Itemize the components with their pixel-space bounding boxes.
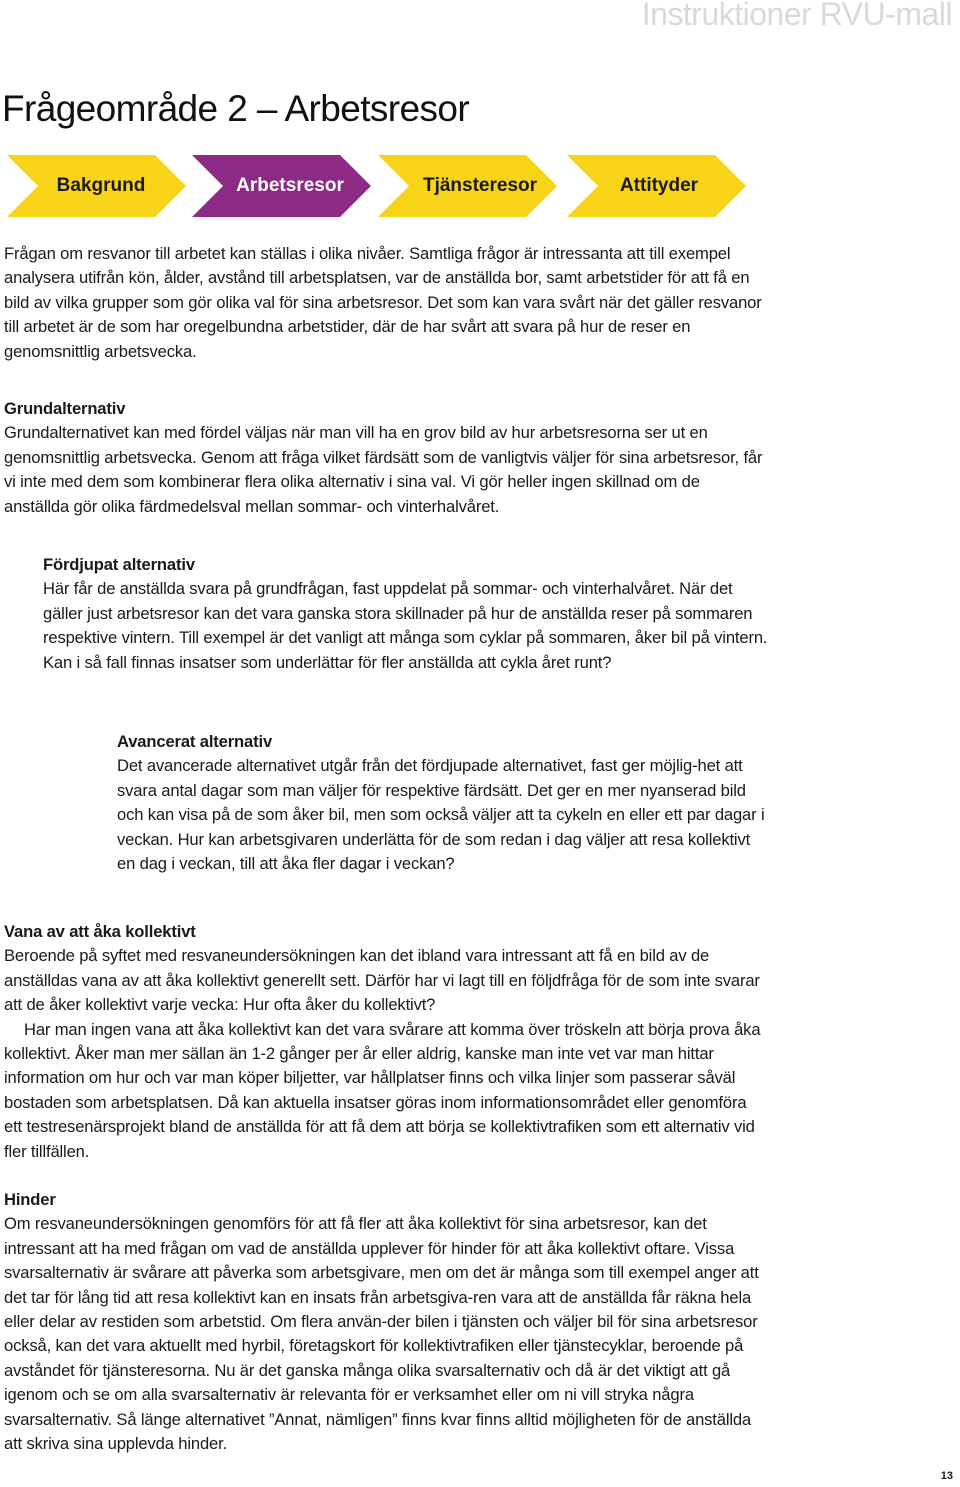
nav-step-arbetsresor[interactable]: Arbetsresor: [236, 175, 344, 196]
fordjupat-section: [43, 553, 768, 675]
avancerat-section: [117, 730, 767, 876]
vana-paragraph-1: Beroende på syftet med resvaneundersökningen kan det ibland vara intressant att få en bild av de anställdas vana av att åka kollektivt generellt sett. Därför har vi lagt till en följdfråga för de som inte svarar att de åker kollektivt varje vecka: Hur ofta åker du kollektivt?: [4, 946, 760, 1015]
avancerat-paragraph: Det avancerade alternativet utgår från det fördjupade alternativet, fast ger möjlig-het att svara antal dagar som man väljer för respektive färdsätt. Det ger en mer nyanserad bild och kan visa på de som åker bil, men som också väljer att ta cykeln en eller ett par dagar i veckan. Hur kan arbetsgivaren underlätta för de som redan i dag väljer att resa kollektivt en dag i veckan, till att åka fler dagar i veckan?: [117, 756, 765, 874]
fordjupat-heading: Fördjupat alternativ: [43, 555, 195, 574]
nav-step-bakgrund[interactable]: Bakgrund: [56, 175, 146, 196]
avancerat-heading: Avancerat alternativ: [117, 732, 273, 751]
fordjupat-paragraph: Här får de anställda svara på grundfrågan, fast uppdelat på sommar- och vinterhalvåret. När det gäller just arbetsresor kan det vara ganska stora skillnader på hur de anställda reser på sommaren respektive vintern. Till exempel är det vanligt att många som cyklar på sommaren, åker bil på vintern. Kan i så fall finnas insatser som underlättar för fler anställda att cykla året runt?: [43, 579, 768, 672]
hinder-heading: Hinder: [4, 1190, 56, 1209]
section-navigation: [0, 155, 960, 217]
nav-step-attityder[interactable]: Attityder: [619, 175, 699, 196]
grund-heading: Grundalternativ: [4, 399, 126, 418]
vana-section: [4, 920, 764, 1164]
running-header: Instruktioner RVU-mall: [641, 0, 952, 32]
hinder-paragraph: Om resvaneundersökningen genomförs för att få fler att åka kollektivt för sina arbetsresor, kan det intressant att ha med frågan om vad de anställda upplever för hinder för att åka kollektivt oftare. Vissa svarsalternativ är svårare att påverka som arbetsgivare, men om det är många som till exempel anger att det tar för lång tid att resa kollektivt kan en insats från arbetsgiva-ren vara att de anställda får räkna hela eller delar av restiden som arbetstid. Om flera använ-der bilen i tjänsten och väljer bil för sina arbetsresor också, kan det vara aktuellt med hyrbil, företagskort för kollektivtrafiken eller tjänstecyklar, beroende på avståndet för tjänsteresorna. Nu är det ganska många olika svarsalternativ och då är det viktigt att gå igenom och se om alla svarsalternativ är relevanta för er verksamhet eller om ni vill stryka några svarsalternativ. Så länge alternativet ”Annat, nämligen” finns kvar finns alltid möjligheten för de anställda att skriva sina upplevda hinder.: [4, 1214, 759, 1454]
vana-paragraph-2: Har man ingen vana att åka kollektivt kan det vara svårare att komma över tröskeln att börja prova åka kollektivt. Åker man mer sällan än 1-2 gånger per år eller aldrig, kanske man inte vet var man hittar information om hur och var man köper biljetter, var hållplatser finns och vilka linjer som passerar såväl bostaden som arbetsplatsen. Då kan aktuella insatser göras inom informationsområdet eller genomföra ett testresenärsprojekt bland de anställda för att få dem att börja se kollektivtrafiken som ett alternativ vid fler tillfällen.: [4, 1019, 761, 1161]
page-number: 13: [940, 1470, 953, 1482]
page-title: Frågeområde 2 – Arbetsresor: [2, 88, 470, 129]
intro-paragraph: Frågan om resvanor till arbetet kan ställas i olika nivåer. Samtliga frågor är intressanta att till exempel analysera utifrån kön, ålder, avstånd till arbetsplatsen, var de anställda bor, samt arbetstider för att få en bild av vilka grupper som gör olika val för sina arbetsresor. Det som kan vara svårt när det gäller resvanor till arbetet är de som har oregelbundna arbetstider, där de har svårt att svara på hur de reser en genomsnittlig arbetsvecka.: [4, 244, 762, 361]
grund-paragraph: Grundalternativet kan med fördel väljas när man vill ha en grov bild av hur arbetsresorna ser ut en genomsnittlig arbetsvecka. Genom att fråga vilket färdsätt som de vanligtvis väljer för sina arbetsresor, får vi inte med dem som kombinerar flera olika alternativ i sina val. Vi gör heller ingen skillnad om de anställda gör olika färdmedelsval mellan sommar- och vinterhalvåret.: [4, 423, 763, 516]
intro-section: [4, 242, 764, 364]
vana-heading: Vana av att åka kollektivt: [4, 922, 196, 941]
grund-section: [4, 397, 764, 519]
nav-step-tjansteresor[interactable]: Tjänsteresor: [422, 175, 538, 196]
hinder-section: [4, 1188, 764, 1456]
